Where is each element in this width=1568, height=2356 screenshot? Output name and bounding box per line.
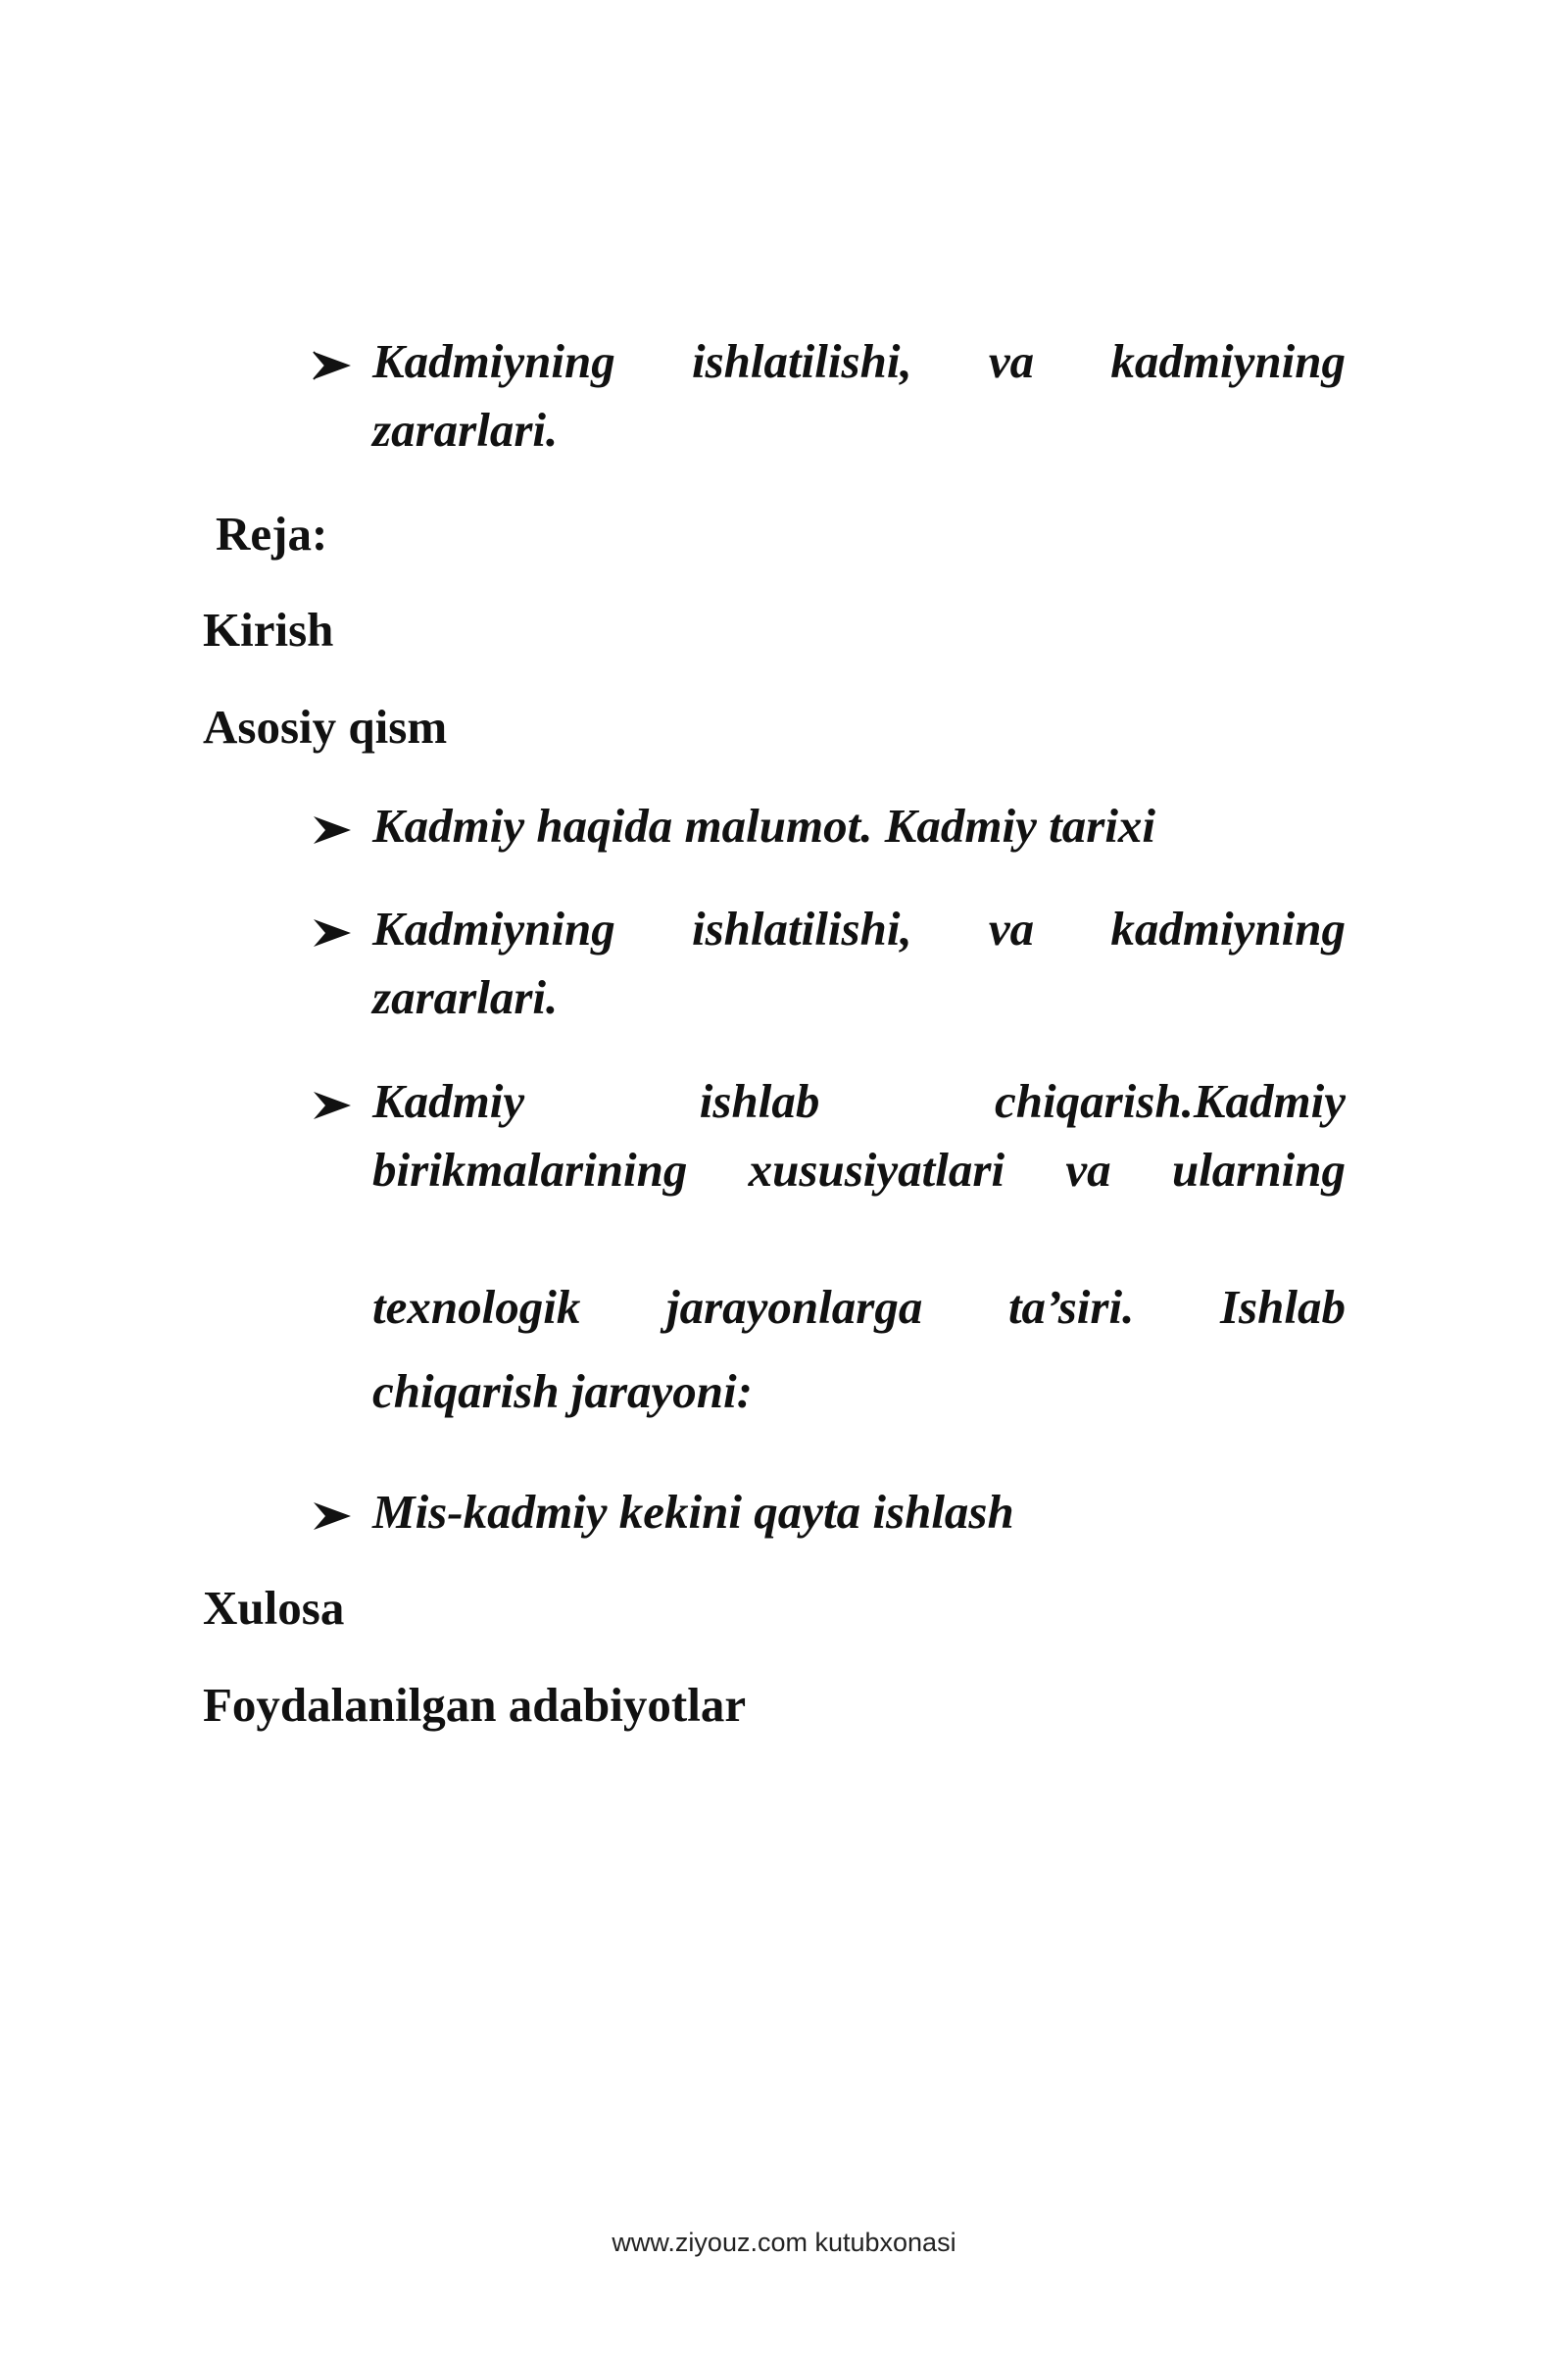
footer-site-link[interactable]: www.ziyouz.com kutubxonasi [612,2228,956,2257]
word: va [1065,1143,1111,1197]
word: va [988,334,1035,388]
word: xususiyatlari [748,1143,1005,1197]
plan-item-3-line3 [372,1273,1346,1342]
word: texnologik [372,1280,581,1334]
word: ishlab [699,1074,820,1128]
plan-item-4-text: Mis-kadmiy kekini qayta ishlash [372,1485,1014,1539]
word: ularning [1171,1143,1346,1197]
plan-item-4 [312,1478,1346,1546]
word: kadmiyning [1110,334,1346,388]
section-conclusion: Xulosa [203,1581,345,1635]
word: Kadmiyning [372,334,615,388]
plan-item-3-line2 [372,1136,1346,1204]
arrow-bullet-icon [312,349,353,382]
plan-item-3-line4: chiqarish jarayoni: [372,1364,753,1418]
plan-item-2 [312,895,1346,1032]
plan-item-2-line2: zararlari. [372,970,559,1024]
word: Ishlab [1219,1280,1346,1334]
plan-title: Reja: [216,507,328,561]
bullet-top [312,327,1346,465]
plan-item-3 [312,1067,1346,1426]
arrow-bullet-icon [312,1499,353,1533]
section-main-part: Asosiy qism [203,700,448,754]
arrow-bullet-icon [312,813,353,847]
plan-item-3-line1 [372,1067,1346,1136]
plan-item-1 [312,792,1346,860]
word: birikmalarining [372,1143,688,1197]
bullet-top-line1 [372,327,1346,396]
arrow-bullet-icon [312,916,353,950]
word: jarayonlarga [665,1280,923,1334]
word: chiqarish.Kadmiy [994,1074,1346,1128]
word: kadmiyning [1110,902,1346,956]
plan-item-1-text: Kadmiy haqida malumot. Kadmiy tarixi [372,799,1156,853]
bullet-top-line2: zararlari. [372,403,559,457]
word: Kadmiyning [372,902,615,956]
section-intro: Kirish [203,603,334,657]
word: ishlatilishi, [692,334,912,388]
word: ishlatilishi, [692,902,912,956]
plan-item-2-line1 [372,895,1346,963]
section-references: Foydalanilgan adabiyotlar [203,1678,747,1732]
word: ta’siri. [1007,1280,1135,1334]
word: Kadmiy [372,1074,525,1128]
arrow-bullet-icon [312,1089,353,1122]
word: va [988,902,1035,956]
